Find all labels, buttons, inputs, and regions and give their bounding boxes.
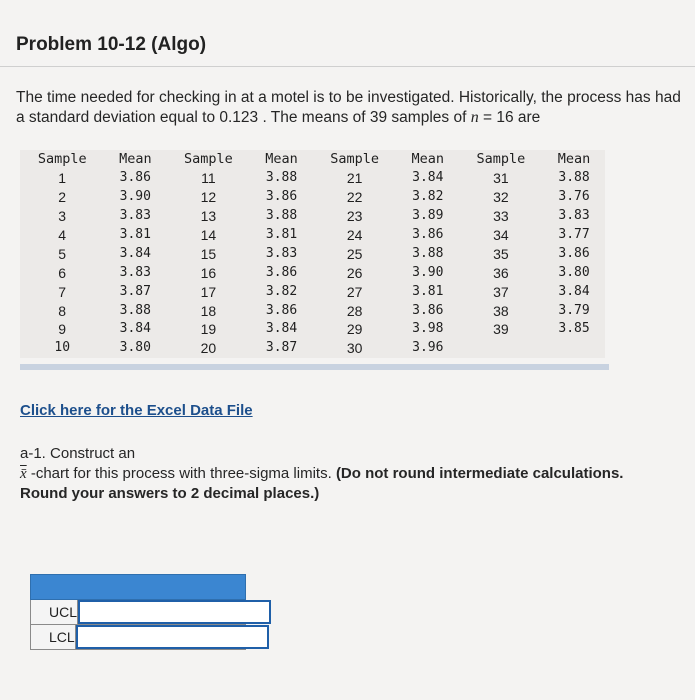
mean-value-cell: 3.86 — [265, 302, 298, 318]
table-row — [20, 320, 605, 339]
mean-value-cell: 3.81 — [412, 283, 444, 299]
question-line-2 — [20, 464, 660, 504]
mean-value-cell: 3.77 — [558, 227, 590, 242]
question-a1 — [20, 444, 660, 504]
sample-number-cell: 17 — [200, 283, 217, 300]
sample-number-cell: 27 — [346, 283, 363, 300]
mean-value-cell: 3.84 — [265, 321, 298, 337]
lcl-input[interactable] — [76, 625, 269, 649]
mean-value-cell: 3.88 — [558, 170, 590, 186]
mean-value-cell: 3.86 — [412, 302, 444, 318]
mean-value-cell: 3.83 — [265, 245, 298, 261]
sample-number-cell: 3 — [58, 208, 67, 225]
sample-number-cell: 25 — [346, 245, 363, 262]
mean-value-cell: 3.86 — [558, 245, 590, 261]
mean-value-cell: 3.82 — [265, 283, 298, 299]
sample-number-cell — [459, 339, 543, 358]
sample-number-cell: 15 — [200, 245, 217, 262]
sample-number-cell: 9 — [58, 321, 67, 338]
mean-value-cell: 3.88 — [412, 245, 444, 261]
table-header-row — [20, 150, 605, 169]
sample-number-cell: 18 — [200, 302, 217, 319]
sample-number-cell: 26 — [346, 264, 363, 281]
sample-number-cell: 29 — [346, 321, 363, 338]
mean-value-cell: 3.90 — [119, 189, 151, 205]
statement-text-2: = 16 are — [478, 109, 541, 126]
mean-value-cell: 3.84 — [558, 283, 590, 299]
statement-text-1: The time needed for checking in at a motel is to be investigated. Historically, the process has had a standard deviation equal to 0.123 . The means of 39 samples of — [16, 89, 681, 126]
sample-number-cell: 5 — [58, 245, 67, 262]
sample-number-cell: 12 — [200, 189, 217, 206]
table-row — [20, 207, 605, 226]
mean-value-cell: 3.87 — [265, 340, 298, 356]
sample-number-cell: 33 — [493, 208, 509, 225]
sample-number-cell: 14 — [200, 227, 217, 243]
x-bar-symbol: x̄ — [20, 466, 27, 482]
problem-title: Problem 10-12 (Algo) — [16, 34, 207, 55]
mean-value-cell: 3.87 — [119, 283, 151, 299]
sample-number-cell: 19 — [200, 321, 217, 338]
sample-means-table — [20, 150, 605, 358]
sample-number-cell: 24 — [346, 227, 363, 243]
sample-number-cell: 36 — [493, 264, 509, 281]
variable-n: n — [470, 109, 479, 126]
table-separator-bar — [20, 364, 609, 370]
mean-value-cell — [543, 339, 605, 358]
mean-value-cell: 3.81 — [265, 227, 298, 242]
sample-number-cell: 30 — [346, 340, 363, 357]
mean-value-cell: 3.83 — [558, 208, 590, 224]
ucl-input[interactable] — [78, 600, 271, 624]
sample-number-cell: 2 — [58, 189, 67, 206]
mean-value-cell: 3.80 — [119, 340, 151, 356]
table-row — [20, 339, 605, 358]
mean-value-cell: 3.88 — [119, 302, 151, 318]
title-divider — [0, 66, 695, 67]
sample-number-cell: 28 — [346, 302, 363, 319]
mean-value-cell: 3.86 — [265, 189, 298, 205]
mean-value-cell: 3.98 — [412, 321, 444, 337]
sample-number-cell: 31 — [493, 170, 509, 187]
sample-number-cell: 13 — [200, 208, 217, 225]
answer-table-header — [30, 574, 246, 600]
sample-number-cell: 1 — [58, 170, 67, 187]
header-mean-4: Mean — [557, 151, 591, 168]
question-line-1: a-1. Construct an — [20, 445, 136, 462]
sample-number-cell: 10 — [54, 340, 71, 356]
sample-number-cell: 11 — [201, 170, 216, 187]
mean-value-cell: 3.80 — [558, 264, 590, 280]
sample-number-cell: 39 — [493, 321, 509, 338]
header-sample-3: Sample — [330, 151, 380, 168]
header-mean-1: Mean — [119, 151, 152, 168]
mean-value-cell: 3.86 — [265, 264, 298, 280]
excel-data-file-link[interactable]: Click here for the Excel Data File — [20, 402, 253, 419]
question-instruction: -chart for this process with three-sigma limits. — [26, 465, 336, 482]
header-mean-3: Mean — [411, 151, 445, 168]
rounding-note: (Do not round intermediate calculations. Round your answers to 2 decimal places.) — [20, 465, 624, 502]
sample-number-cell: 16 — [200, 264, 217, 281]
mean-value-cell: 3.84 — [119, 321, 151, 337]
mean-value-cell: 3.76 — [558, 189, 590, 205]
sample-number-cell: 21 — [346, 170, 363, 187]
sample-number-cell: 23 — [346, 208, 363, 225]
mean-value-cell: 3.88 — [265, 208, 298, 224]
mean-value-cell: 3.79 — [558, 302, 590, 318]
table-row — [20, 188, 605, 207]
mean-value-cell: 3.89 — [412, 208, 444, 224]
mean-value-cell: 3.82 — [412, 189, 444, 205]
mean-value-cell: 3.84 — [412, 170, 444, 186]
mean-value-cell: 3.84 — [119, 245, 151, 261]
sample-number-cell: 7 — [58, 283, 67, 300]
table-row — [20, 169, 605, 188]
mean-value-cell: 3.90 — [412, 264, 444, 280]
header-sample-2: Sample — [184, 151, 233, 168]
table-row — [20, 282, 605, 301]
answer-table — [30, 574, 246, 650]
header-sample-4: Sample — [476, 151, 526, 168]
header-sample-1: Sample — [37, 151, 87, 168]
sample-number-cell: 37 — [493, 283, 509, 300]
table-row — [20, 244, 605, 263]
ucl-label: UCL — [31, 600, 78, 624]
sample-number-cell: 4 — [58, 227, 67, 243]
table-row — [20, 263, 605, 282]
sample-number-cell: 6 — [58, 264, 67, 281]
sample-number-cell: 35 — [493, 245, 509, 262]
mean-value-cell: 3.85 — [558, 321, 590, 337]
sample-number-cell: 8 — [58, 302, 67, 319]
sample-number-cell: 38 — [493, 302, 509, 319]
mean-value-cell: 3.86 — [412, 227, 444, 242]
sample-number-cell: 20 — [200, 340, 217, 357]
mean-value-cell: 3.86 — [119, 170, 151, 186]
problem-statement — [16, 88, 681, 128]
mean-value-cell: 3.96 — [412, 340, 444, 356]
sample-number-cell: 22 — [346, 189, 363, 206]
mean-value-cell: 3.83 — [119, 208, 151, 224]
answer-row-lcl — [30, 625, 246, 650]
lcl-label: LCL — [31, 625, 76, 649]
sample-number-cell: 34 — [493, 227, 509, 243]
table-row — [20, 226, 605, 245]
mean-value-cell: 3.83 — [119, 264, 151, 280]
header-mean-2: Mean — [265, 151, 298, 168]
sample-number-cell: 32 — [493, 189, 509, 206]
mean-value-cell: 3.81 — [119, 227, 151, 242]
mean-value-cell: 3.88 — [265, 170, 298, 186]
table-row — [20, 301, 605, 320]
answer-row-ucl — [30, 600, 246, 625]
